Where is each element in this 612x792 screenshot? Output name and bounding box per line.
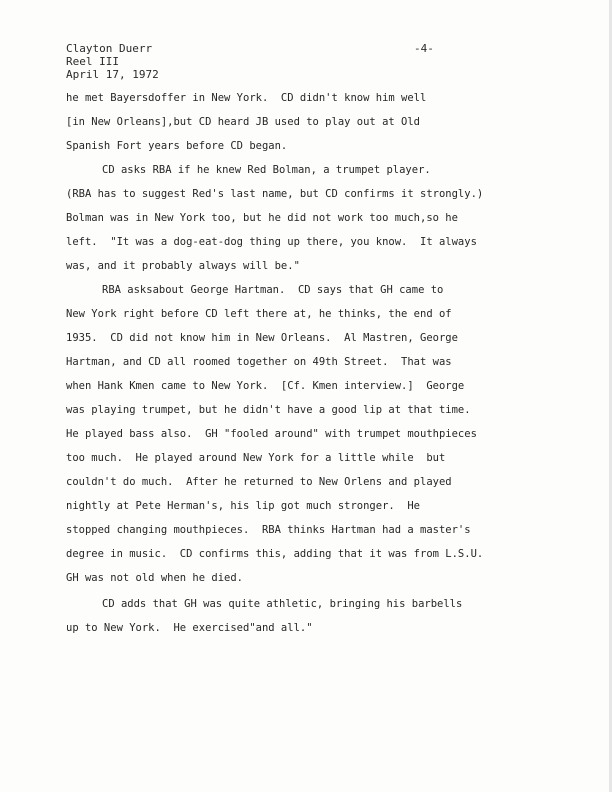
body-line: CD adds that GH was quite athletic, bringing his barbells xyxy=(102,598,463,610)
body-line: couldn't do much. After he returned to New Orlens and played xyxy=(66,476,452,488)
body-line: Bolman was in New York too, but he did not work too much,so he xyxy=(66,212,458,224)
header-date: April 17, 1972 xyxy=(66,68,159,81)
body-line: too much. He played around New York for a little while but xyxy=(66,452,446,464)
body-line: (RBA has to suggest Red's last name, but CD confirms it strongly.) xyxy=(66,188,484,200)
body-line: up to New York. He exercised"and all." xyxy=(66,622,313,634)
header-reel: Reel III xyxy=(66,55,119,68)
body-line: he met Bayersdoffer in New York. CD didn't know him well xyxy=(66,92,427,104)
body-line: CD asks RBA if he knew Red Bolman, a trumpet player. xyxy=(102,164,431,176)
body-line: Spanish Fort years before CD began. xyxy=(66,140,288,152)
body-line: was, and it probably always will be." xyxy=(66,260,300,272)
body-line: stopped changing mouthpieces. RBA thinks Hartman had a master's xyxy=(66,524,471,536)
body-line: left. "It was a dog-eat-dog thing up there, you know. It always xyxy=(66,236,477,248)
body-line: Hartman, and CD all roomed together on 49th Street. That was xyxy=(66,356,452,368)
body-line: [in New Orleans],but CD heard JB used to play out at Old xyxy=(66,116,421,128)
body-line: nightly at Pete Herman's, his lip got much stronger. He xyxy=(66,500,421,512)
body-line: GH was not old when he died. xyxy=(66,572,244,584)
body-line: was playing trumpet, but he didn't have a good lip at that time. xyxy=(66,404,471,416)
body-line: 1935. CD did not know him in New Orleans. Al Mastren, George xyxy=(66,332,458,344)
header-name: Clayton Duerr xyxy=(66,42,153,55)
body-line: degree in music. CD confirms this, adding that it was from L.S.U. xyxy=(66,548,484,560)
page-number: -4- xyxy=(414,42,434,55)
body-line: He played bass also. GH "fooled around" with trumpet mouthpieces xyxy=(66,428,477,440)
body-line: when Hank Kmen came to New York. [Cf. Kmen interview.] George xyxy=(66,380,465,392)
body-line: New York right before CD left there at, he thinks, the end of xyxy=(66,308,452,320)
body-line: RBA asksabout George Hartman. CD says that GH came to xyxy=(102,284,444,296)
